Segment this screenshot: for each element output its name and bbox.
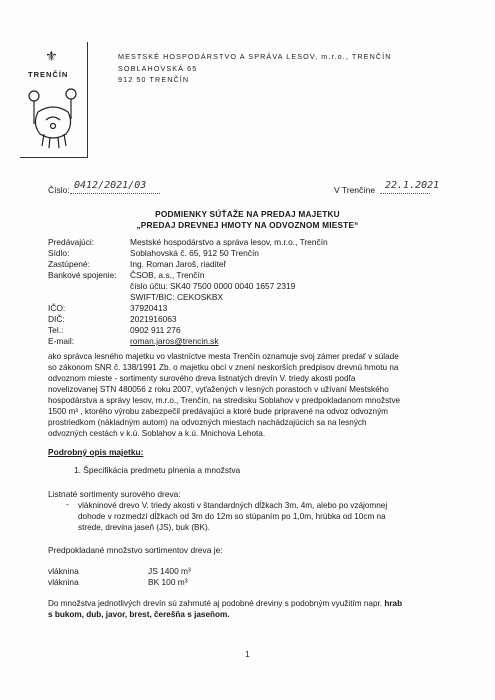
letterhead-divider-bottom (20, 157, 88, 158)
intro-line: odvozných cestách v k.ú. Soblahov a k.ú. Mnichova Lehota. (48, 429, 266, 438)
reference-number: 0412/2021/03 (74, 180, 147, 191)
info-label: DIČ: (48, 314, 65, 324)
sortiment-line: dohode v rozmedzí dĺžkach od 3m do 12m so stúpaním po 1,0m, hrúbka od 10cm na (78, 512, 386, 521)
info-label: Zastúpené: (48, 259, 90, 269)
quantity-heading: Predpokladané množstvo sortimentov dreva je: (48, 545, 223, 555)
quantity-value: JS 1400 m³ (148, 566, 191, 576)
org-street: SOBLAHOVSKÁ 65 (118, 64, 198, 73)
info-value: Mestské hospodárstvo a správa lesov, m.r.o., Trenčín (130, 237, 328, 247)
closing-text: Do množstva jednotlivých drevín sú zahrnuté aj podobné dreviny s podobným využitím napr. (48, 599, 383, 608)
info-value: Ing. Roman Jaroš, riaditeľ (130, 259, 227, 269)
info-label: Sídlo: (48, 248, 70, 258)
closing-bold-line: s bukom, dub, javor, brest, čerešňa s jaseňom. (48, 610, 230, 619)
intro-line: novelizovanej STN 480056 z roku 2007, vyťažených v lesných porastoch v užívaní Mestského (48, 385, 389, 394)
section-heading: Podrobný opis majetku: (48, 447, 144, 457)
crown-icon: ⚜ (45, 49, 58, 65)
letterhead-divider-vertical (87, 42, 88, 157)
closing-line (48, 598, 468, 610)
document-subtitle: „PREDAJ DREVNEJ HMOTY NA ODVOZNOM MIESTE“ (136, 220, 359, 230)
reference-label: Číslo: (48, 185, 70, 195)
info-label: Predávajúci: (48, 237, 95, 247)
info-label: Bankové spojenie: (48, 270, 117, 280)
date-value: 22.1.2021 (385, 180, 440, 191)
dash-bullet: - (66, 500, 69, 509)
info-label: Tel.: (48, 325, 64, 335)
intro-line: 1500 m³ , ktorého výrobu zabezpečil predávajúci a ktoré bude pripravené na odvoz odvozným (48, 407, 388, 416)
page-number: 1 (245, 650, 250, 659)
intro-line: odvoznom mieste - sortimenty surového dreva listnatých drevín V. triedy akosti podľa (48, 374, 356, 383)
reference-dotted-line (70, 193, 160, 194)
document-title: PODMIENKY SÚŤAŽE NA PREDAJ MAJETKU (155, 209, 340, 219)
info-value: 37920413 (130, 303, 168, 313)
quantity-value: BK 100 m³ (148, 577, 188, 587)
info-value: 0902 911 276 (130, 325, 181, 335)
city-crest-icon (24, 84, 82, 154)
intro-line: prostriedkom (nákladným autom) na odvozných miestach nachádzajúcich sa na lesných (48, 418, 367, 427)
intro-line: so zákonom SNR č. 138/1991 Zb. o majetku obcí v znení neskorších predpisov drevnú hmotu na (48, 363, 399, 372)
date-label: V Trenčíne (334, 185, 376, 195)
sortiment-line: vlákninové drevo V. triedy akosti v štandardných dĺžkach 3m, 4m, alebo po vzájomnej (78, 501, 388, 510)
intro-line: ako správca lesného majetku vo vlastníctve mesta Trenčín oznamuje svoj zámer predať v súlade (48, 352, 399, 361)
quantity-label: vláknina (48, 577, 79, 587)
email-link[interactable]: roman.jaros@trencin.sk (130, 336, 219, 346)
info-value: SWIFT/BIC: CEKOSKBX (130, 292, 224, 302)
info-label: IČO: (48, 303, 66, 313)
sortiment-line: strede, drevina jaseň (JS), buk (BK). (78, 523, 210, 532)
info-value: Soblahovská č. 65, 912 50 Trenčín (130, 248, 259, 258)
sortiments-heading: Listnaté sortimenty surového dreva: (48, 489, 181, 499)
info-value: ČSOB, a.s., Trenčín (130, 270, 205, 280)
quantity-label: vláknina (48, 566, 79, 576)
closing-bold-word: hrab (384, 599, 403, 608)
list-item-heading: 1. Špecifikácia predmetu plnenia a množstva (74, 465, 241, 475)
info-value: číslo účtu: SK40 7500 0000 0040 1657 2319 (130, 281, 296, 291)
info-value: 2021916063 (130, 314, 177, 324)
intro-line: hospodárstva a správy lesov, m.r.o., Trenčín, na stredisku Soblahov v predpokladanom množstve (48, 396, 401, 405)
org-postal-city: 912 50 TRENČÍN (118, 75, 190, 84)
info-label: E-mail: (48, 336, 75, 346)
city-name: TRENČÍN (28, 70, 69, 79)
org-name: MESTSKÉ HOSPODÁRSTVO A SPRÁVA LESOV, m.r.o., TRENČÍN (118, 52, 392, 61)
date-dotted-line (380, 193, 430, 194)
